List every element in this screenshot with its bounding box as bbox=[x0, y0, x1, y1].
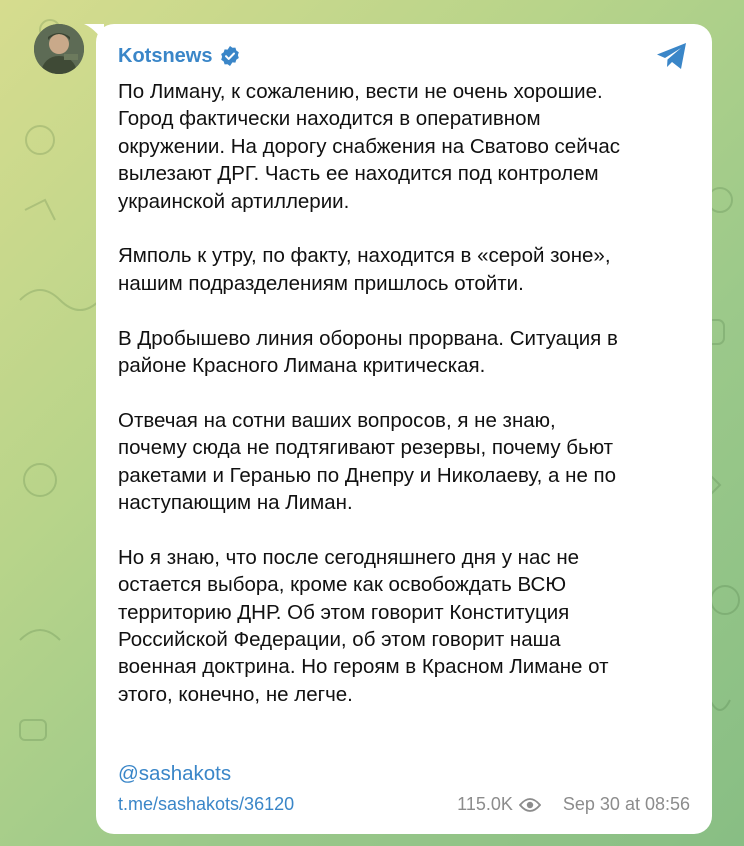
mention-link[interactable]: @sashakots bbox=[118, 762, 232, 785]
message-text bbox=[118, 78, 690, 708]
post-link[interactable]: t.me/sashakots/36120 bbox=[118, 794, 295, 814]
message-header bbox=[118, 40, 690, 72]
verified-badge-icon bbox=[220, 46, 240, 66]
message-footer bbox=[118, 794, 690, 815]
paragraph-4: Отвечая на сотни ваших вопросов, я не знаю, почему сюда не подтягивают резервы, почему бьют ракетами и Геранью по Днепру и Николаеву, а не по наступающим на Лиман. bbox=[118, 408, 617, 515]
channel-name[interactable]: Kotsnews bbox=[118, 44, 213, 67]
eye-icon bbox=[519, 797, 541, 813]
paragraph-1: По Лиману, к сожалению, вести не очень хорошие. Город фактически находится в оперативном окружении. На дорогу снабжения на Сватово сейчас вылезают ДРГ. Часть ее находится под контролем украинской артиллерии. bbox=[118, 80, 620, 213]
paragraph-2: Ямполь к утру, по факту, находится в «серой зоне», нашим подразделениям пришлось отойти. bbox=[118, 244, 611, 295]
channel-avatar[interactable] bbox=[34, 24, 84, 74]
message-bubble bbox=[96, 24, 712, 834]
avatar-photo-icon bbox=[34, 24, 84, 74]
paragraph-5: Но я знаю, что после сегодняшнего дня у нас не остается выбора, кроме как освобождать ВСЮ территорию ДНР. Об этом говорит Конституция Российской Федерации, об этом говорит наша военная доктрина. Но героям в Красном Лимане от этого, конечно, не легче. bbox=[118, 545, 609, 706]
post-date: Sep 30 at 08:56 bbox=[562, 794, 690, 814]
paragraph-3: В Дробышево линия обороны прорвана. Ситуация в районе Красного Лимана критическая. bbox=[118, 326, 618, 378]
view-count: 115.0K bbox=[457, 794, 513, 814]
telegram-plane-icon[interactable] bbox=[654, 38, 690, 74]
